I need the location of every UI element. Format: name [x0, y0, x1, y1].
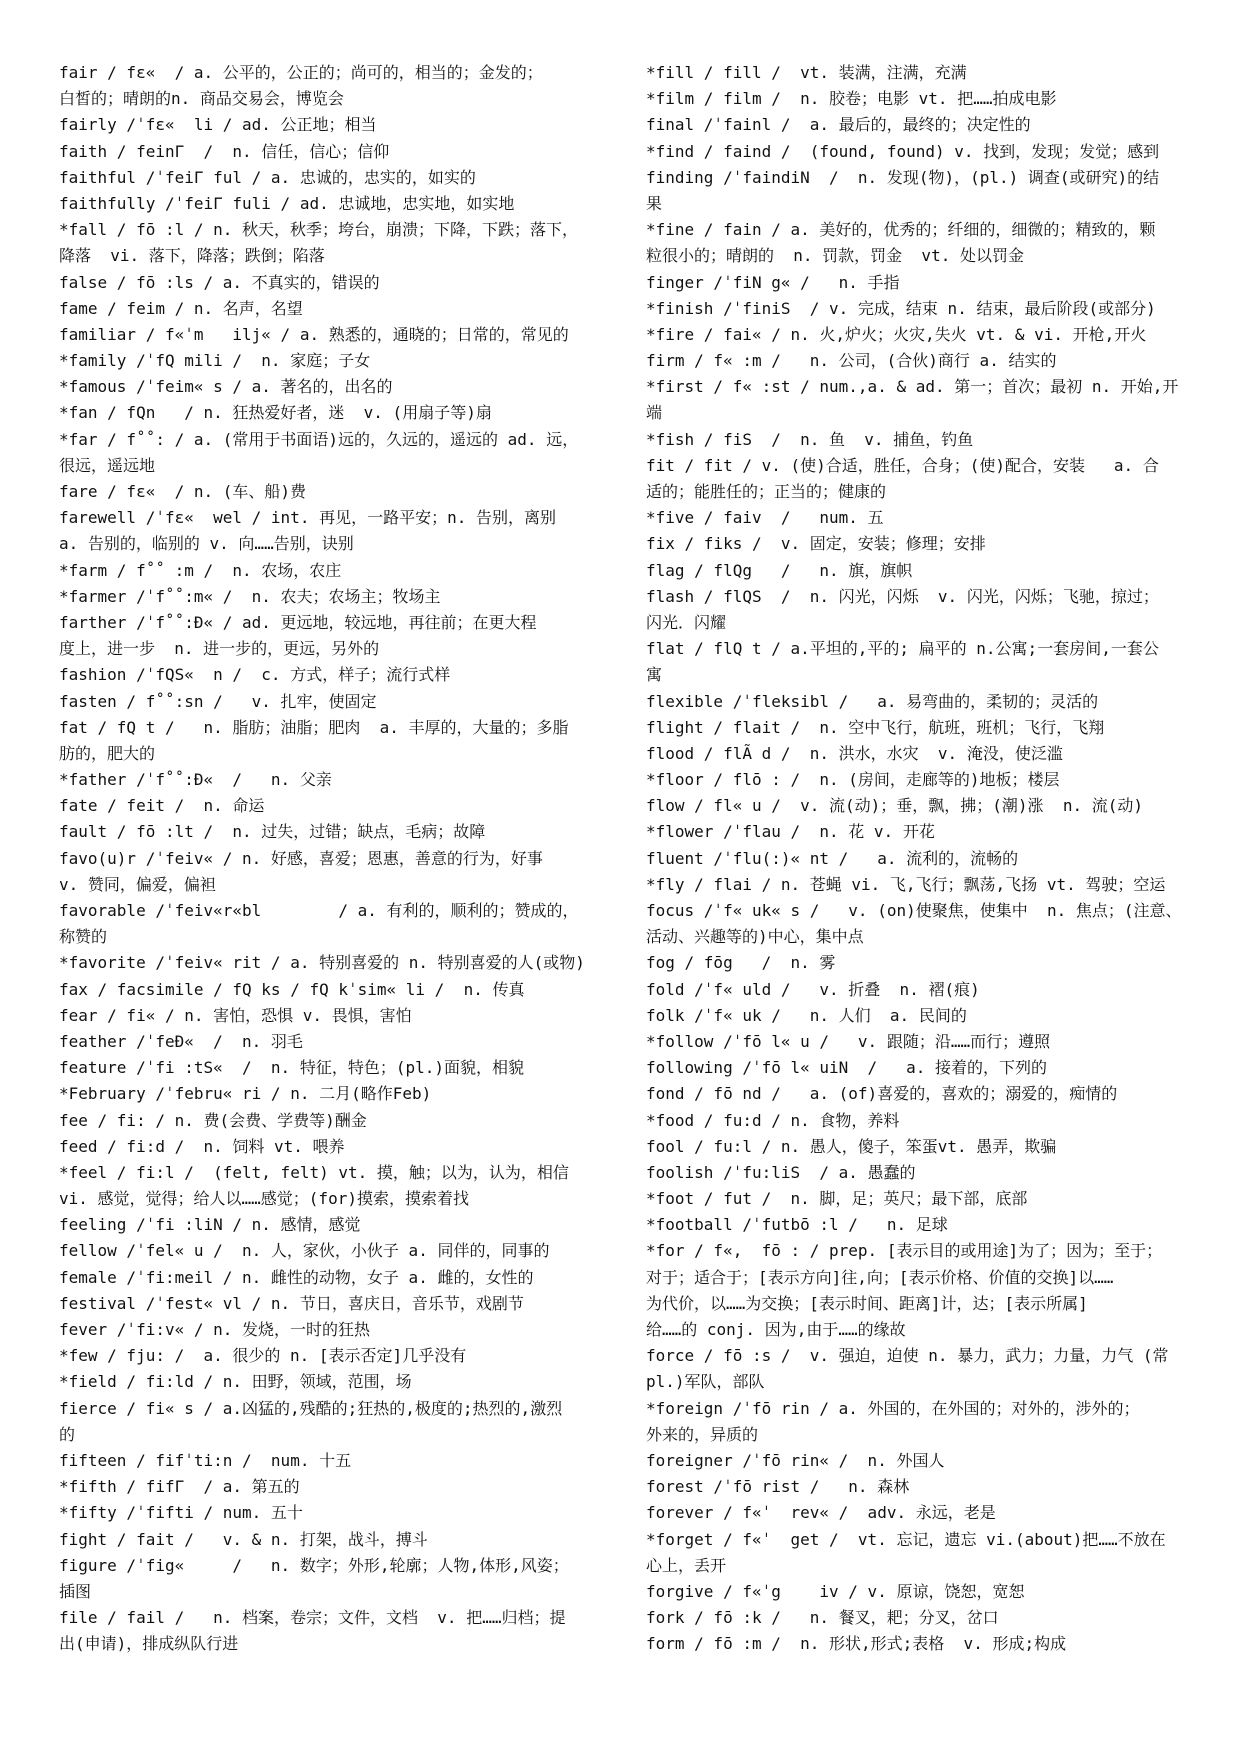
entry-line: forever / f«ˈ rev« / adv. 永远，老是 [646, 1503, 996, 1523]
entry-line: finger /ˈfiN g« / n. 手指 [646, 272, 900, 292]
entry-line: fold /ˈf« uld / v. 折叠 n. 褶(痕) [646, 979, 980, 999]
entry-line: fever /ˈfi:v« / n. 发烧，一时的狂热 [59, 1320, 371, 1339]
entry-line: *fifth / fifΓ / a. 第五的 [59, 1477, 300, 1497]
entry-line: farther /ˈf˚˚:Ð« / ad. 更远地，较远地，再往前；在更大程 [59, 612, 537, 632]
entry-line: *farmer /ˈf˚˚:m« / n. 农夫；农场主；牧场主 [59, 586, 441, 606]
entry-line: 白皙的；晴朗的n. 商品交易会，博览会 [59, 89, 344, 109]
entry-line: foreigner /ˈfō rin« / n. 外国人 [646, 1450, 945, 1470]
entry-line: v. 赞同，偏爱，偏袒 [59, 874, 216, 894]
entry-line: pl.)军队，部队 [646, 1372, 765, 1392]
entry-line: 插图 [59, 1581, 92, 1601]
entry-line: *fine / fain / a. 美好的，优秀的；纤细的，细微的；精致的，颗 [646, 220, 1156, 240]
entry-line: forgive / f«ˈg iv / v. 原谅，饶恕，宽恕 [646, 1581, 1025, 1601]
entry-line: *fall / fō :l / n. 秋天，秋季；垮台，崩溃；下降，下跌；落下， [59, 220, 579, 240]
entry-line: *feel / fi:l / (felt, felt) vt. 摸，触；以为，认为，相信 [59, 1162, 569, 1182]
entry-line: 闪光．闪耀 [646, 612, 727, 632]
entry-line: fashion /ˈfQS« n / c. 方式，样子；流行式样 [59, 665, 451, 685]
entry-line: 果 [646, 193, 663, 213]
entry-line: fluent /ˈflu(:)« nt / a. 流利的，流畅的 [646, 848, 1019, 868]
entry-line: *foot / fut / n. 脚，足；英尺；最下部，底部 [646, 1189, 1028, 1209]
entry-line: favo(u)r /ˈfeiv« / n. 好感，喜爱；恩惠，善意的行为，好事 [59, 848, 543, 868]
entry-line: *family /ˈfQ mili / n. 家庭；子女 [59, 351, 371, 371]
entry-line: favorable /ˈfeiv«r«bl / a. 有利的，顺利的；赞成的， [59, 901, 579, 920]
entry-line: flag / flQg / n. 旗，旗帜 [646, 560, 913, 580]
entry-line: *fly / flai / n. 苍蝇 vi. 飞,飞行；飘荡,飞扬 vt. 驾驶；空运 [646, 874, 1166, 894]
entry-line: fifteen / fifˈti:n / num. 十五 [59, 1450, 352, 1470]
entry-line: *follow /ˈfō l« u / v. 跟随；沿……而行；遵照 [646, 1031, 1051, 1051]
entry-line: *farm / f˚˚ :m / n. 农场，农庄 [59, 560, 342, 580]
entry-line: fork / fō :k / n. 餐叉，耙；分叉，岔口 [646, 1608, 999, 1628]
entry-line: 端 [646, 403, 663, 423]
entry-line: *football /ˈfutbō :l / n. 足球 [646, 1215, 948, 1235]
entry-line: fat / fQ t / n. 脂肪；油脂；肥肉 a. 丰厚的，大量的；多脂 [59, 717, 569, 737]
entry-line: fairly /ˈfɛ« li / ad. 公正地；相当 [59, 115, 377, 135]
entry-line: fare / fɛ« / n. (车、船)费 [59, 482, 307, 501]
entry-line: figure /ˈfig« / n. 数字；外形,轮廓；人物,体形,风姿； [59, 1555, 569, 1575]
entry-line: following /ˈfō l« uiN / a. 接着的，下列的 [646, 1058, 1047, 1078]
entry-line: flight / flait / n. 空中飞行，航班，班机；飞行，飞翔 [646, 717, 1105, 737]
entry-line: flash / flQS / n. 闪光，闪烁 v. 闪光，闪烁；飞驰，掠过； [646, 586, 1159, 606]
entry-line: false / fō :ls / a. 不真实的，错误的 [59, 272, 380, 292]
entry-line: a. 告别的，临别的 v. 向……告别，诀别 [59, 534, 354, 554]
entry-line: familiar / f«ˈm ilj« / a. 熟悉的，通晓的；日常的，常见的 [59, 324, 569, 344]
entry-line: form / fō :m / n. 形状,形式;表格 v. 形成;构成 [646, 1634, 1067, 1654]
entry-line: fellow /ˈfel« u / n. 人，家伙，小伙子 a. 同伴的，同事的 [59, 1241, 550, 1261]
entry-line: force / fō :s / v. 强迫，迫使 n. 暴力，武力；力量，力气 (常 [646, 1346, 1169, 1366]
entry-line: *finish /ˈfiniS / v. 完成，结束 n. 结束，最后阶段(或部分) [646, 298, 1156, 318]
entry-line: *find / faind / (found, found) v. 找到，发现；发觉；感到 [646, 141, 1160, 161]
entry-line: fate / feit / n. 命运 [59, 796, 265, 816]
entry-line: *food / fu:d / n. 食物，养料 [646, 1110, 900, 1130]
left-column [59, 60, 624, 1657]
entry-line: *for / f«, fō : / prep. [表示目的或用途]为了；因为；至于； [646, 1241, 1163, 1261]
entry-line: faithful /ˈfeiΓ ful / a. 忠诚的，忠实的，如实的 [59, 167, 476, 187]
entry-line: *flower /ˈflau / n. 花 v. 开花 [646, 822, 935, 842]
entry-line: 对于；适合于；[表示方向]往,向；[表示价格、价值的交换]以…… [646, 1267, 1114, 1287]
entry-line: 外来的，异质的 [646, 1424, 759, 1444]
entry-line: *forget / f«ˈ get / vt. 忘记，遗忘 vi.(about)把……不放在 [646, 1529, 1166, 1549]
entry-line: *few / fju: / a. 很少的 n. [表示否定]几乎没有 [59, 1346, 467, 1366]
entry-line: feature /ˈfi :tS« / n. 特征，特色；(pl.)面貌，相貌 [59, 1058, 524, 1078]
entry-line: fix / fiks / v. 固定，安装；修理；安排 [646, 534, 986, 554]
entry-line: *first / f« :st / num.,a. & ad. 第一；首次；最初 n. 开始,开 [646, 377, 1179, 397]
entry-line: *far / f˚˚: / a. (常用于书面语)远的，久远的，遥远的 ad. 远， [59, 429, 579, 449]
entry-line: *fifty /ˈfifti / num. 五十 [59, 1503, 303, 1523]
entry-line: faithfully /ˈfeiΓ fuli / ad. 忠诚地，忠实地，如实地 [59, 193, 515, 213]
entry-line: feather /ˈfeÐ« / n. 羽毛 [59, 1031, 303, 1051]
entry-line: 度上，进一步 n. 进一步的，更远，另外的 [59, 639, 380, 659]
entry-line: fierce / fi« s / a.凶猛的,残酷的;狂热的,极度的;热烈的,激烈 [59, 1398, 563, 1418]
entry-line: flexible /ˈfleksibl / a. 易弯曲的，柔韧的；灵活的 [646, 691, 1099, 711]
entry-line: female /ˈfi:meil / n. 雌性的动物，女子 a. 雌的，女性的 [59, 1267, 534, 1287]
entry-line: 心上，丢开 [646, 1555, 727, 1575]
entry-line: final /ˈfainl / a. 最后的，最终的；决定性的 [646, 115, 1031, 135]
entry-line: fond / fō nd / a. (of)喜爱的，喜欢的；溺爱的，痴情的 [646, 1084, 1118, 1104]
entry-line: folk /ˈf« uk / n. 人们 a. 民间的 [646, 1005, 967, 1025]
entry-line: *fire / fai« / n. 火,炉火；火灾,失火 vt. & vi. 开枪,开火 [646, 324, 1147, 344]
entry-line: fee / fi: / n. 费(会费、学费等)酬金 [59, 1110, 367, 1130]
entry-line: *fan / fQn / n. 狂热爱好者，迷 v. (用扇子等)扇 [59, 403, 492, 423]
entry-line: *five / faiv / num. 五 [646, 508, 884, 528]
entry-line: focus /ˈf« uk« s / v. (on)使聚焦，使集中 n. 焦点；(注意、 [646, 901, 1182, 920]
entry-line: fear / fi« / n. 害怕，恐惧 v. 畏惧，害怕 [59, 1005, 412, 1025]
entry-line: *fish / fiS / n. 鱼 v. 捕鱼，钓鱼 [646, 429, 974, 449]
entry-line: 粒很小的；晴朗的 n. 罚款，罚金 vt. 处以罚金 [646, 246, 1024, 266]
right-column [646, 60, 1211, 1657]
entry-line: 为代价，以……为交换；[表示时间、距离]计，达；[表示所属] [646, 1293, 1088, 1313]
entry-line: *favorite /ˈfeiv« rit / a. 特别喜爱的 n. 特别喜爱的人(或物) [59, 953, 585, 973]
entry-line: *fill / fill / vt. 装满，注满，充满 [646, 63, 967, 82]
entry-line: fog / fōg / n. 雾 [646, 953, 836, 973]
entry-line: flood / flÃ d / n. 洪水，水灾 v. 淹没，使泛滥 [646, 743, 1063, 763]
entry-line: *floor / flō : / n. (房间，走廊等的)地板；楼层 [646, 770, 1060, 790]
entry-line: 的 [59, 1424, 76, 1444]
entry-line: 给……的 conj. 因为,由于……的缘故 [646, 1320, 906, 1339]
entry-line: festival /ˈfest« vl / n. 节日，喜庆日，音乐节，戏剧节 [59, 1293, 524, 1313]
entry-line: firm / f« :m / n. 公司，(合伙)商行 a. 结实的 [646, 351, 1057, 371]
entry-line: *foreign /ˈfō rin / a. 外国的，在外国的；对外的，涉外的； [646, 1398, 1140, 1418]
entry-line: forest /ˈfō rist / n. 森林 [646, 1477, 910, 1497]
entry-line: 活动、兴趣等的)中心，集中点 [646, 927, 864, 947]
entry-line: finding /ˈfaindiN / n. 发现(物)，(pl.) 调查(或研究)的结 [646, 167, 1160, 187]
entry-line: feeling /ˈfi :liN / n. 感情，感觉 [59, 1215, 361, 1235]
entry-line: fair / fɛ« / a. 公平的，公正的；尚可的，相当的；金发的； [59, 63, 543, 82]
entry-line: 肪的，肥大的 [59, 743, 156, 763]
entry-line: flat / flQ t / a.平坦的,平的; 扁平的 n.公寓;一套房间,一套公 [646, 639, 1159, 659]
entry-line: feed / fi:d / n. 饲料 vt. 喂养 [59, 1136, 345, 1156]
entry-line: fit / fit / v. (使)合适，胜任，合身；(使)配合，安装 a. 合 [646, 455, 1159, 475]
entry-line: 适的；能胜任的；正当的；健康的 [646, 482, 887, 501]
entry-line: foolish /ˈfu:liS / a. 愚蠢的 [646, 1162, 916, 1182]
entry-line: 降落 vi. 落下，降落；跌倒；陷落 [59, 246, 325, 266]
entry-line: *famous /ˈfeim« s / a. 著名的，出名的 [59, 377, 393, 397]
entry-line: fame / feim / n. 名声，名望 [59, 298, 303, 318]
entry-line: fax / facsimile / fQ ks / fQ kˈsim« li / n. 传真 [59, 979, 525, 999]
entry-line: 出(申请)，排成纵队行进 [59, 1634, 239, 1654]
entry-line: file / fail / n. 档案，卷宗；文件，文档 v. 把……归档；提 [59, 1608, 566, 1628]
entry-line: fasten / f˚˚:sn / v. 扎牢，使固定 [59, 691, 377, 711]
entry-line: 寓 [646, 665, 663, 685]
entry-line: faith / feinΓ / n. 信任，信心；信仰 [59, 141, 390, 161]
entry-line: *father /ˈf˚˚:Ð« / n. 父亲 [59, 770, 332, 790]
entry-line: *film / film / n. 胶卷；电影 vt. 把……拍成电影 [646, 89, 1057, 109]
entry-line: 很远，遥远地 [59, 455, 156, 475]
entry-line: *field / fi:ld / n. 田野，领域，范围，场 [59, 1372, 412, 1392]
entry-line: flow / fl« u / v. 流(动)；垂，飘，拂；(潮)涨 n. 流(动) [646, 796, 1143, 816]
entry-line: fault / fō :lt / n. 过失，过错；缺点，毛病；故障 [59, 822, 486, 842]
entry-line: *February /ˈfebru« ri / n. 二月(略作Feb) [59, 1084, 432, 1104]
entry-line: vi. 感觉，觉得；给人以……感觉；(for)摸索，摸索着找 [59, 1189, 469, 1209]
entry-line: fool / fu:l / n. 愚人，傻子，笨蛋vt. 愚弄，欺骗 [646, 1136, 1057, 1156]
entry-line: 称赞的 [59, 927, 108, 947]
entry-line: fight / fait / v. & n. 打架，战斗，搏斗 [59, 1529, 428, 1549]
entry-line: farewell /ˈfɛ« wel / int. 再见，一路平安；n. 告别，离别 [59, 508, 556, 528]
